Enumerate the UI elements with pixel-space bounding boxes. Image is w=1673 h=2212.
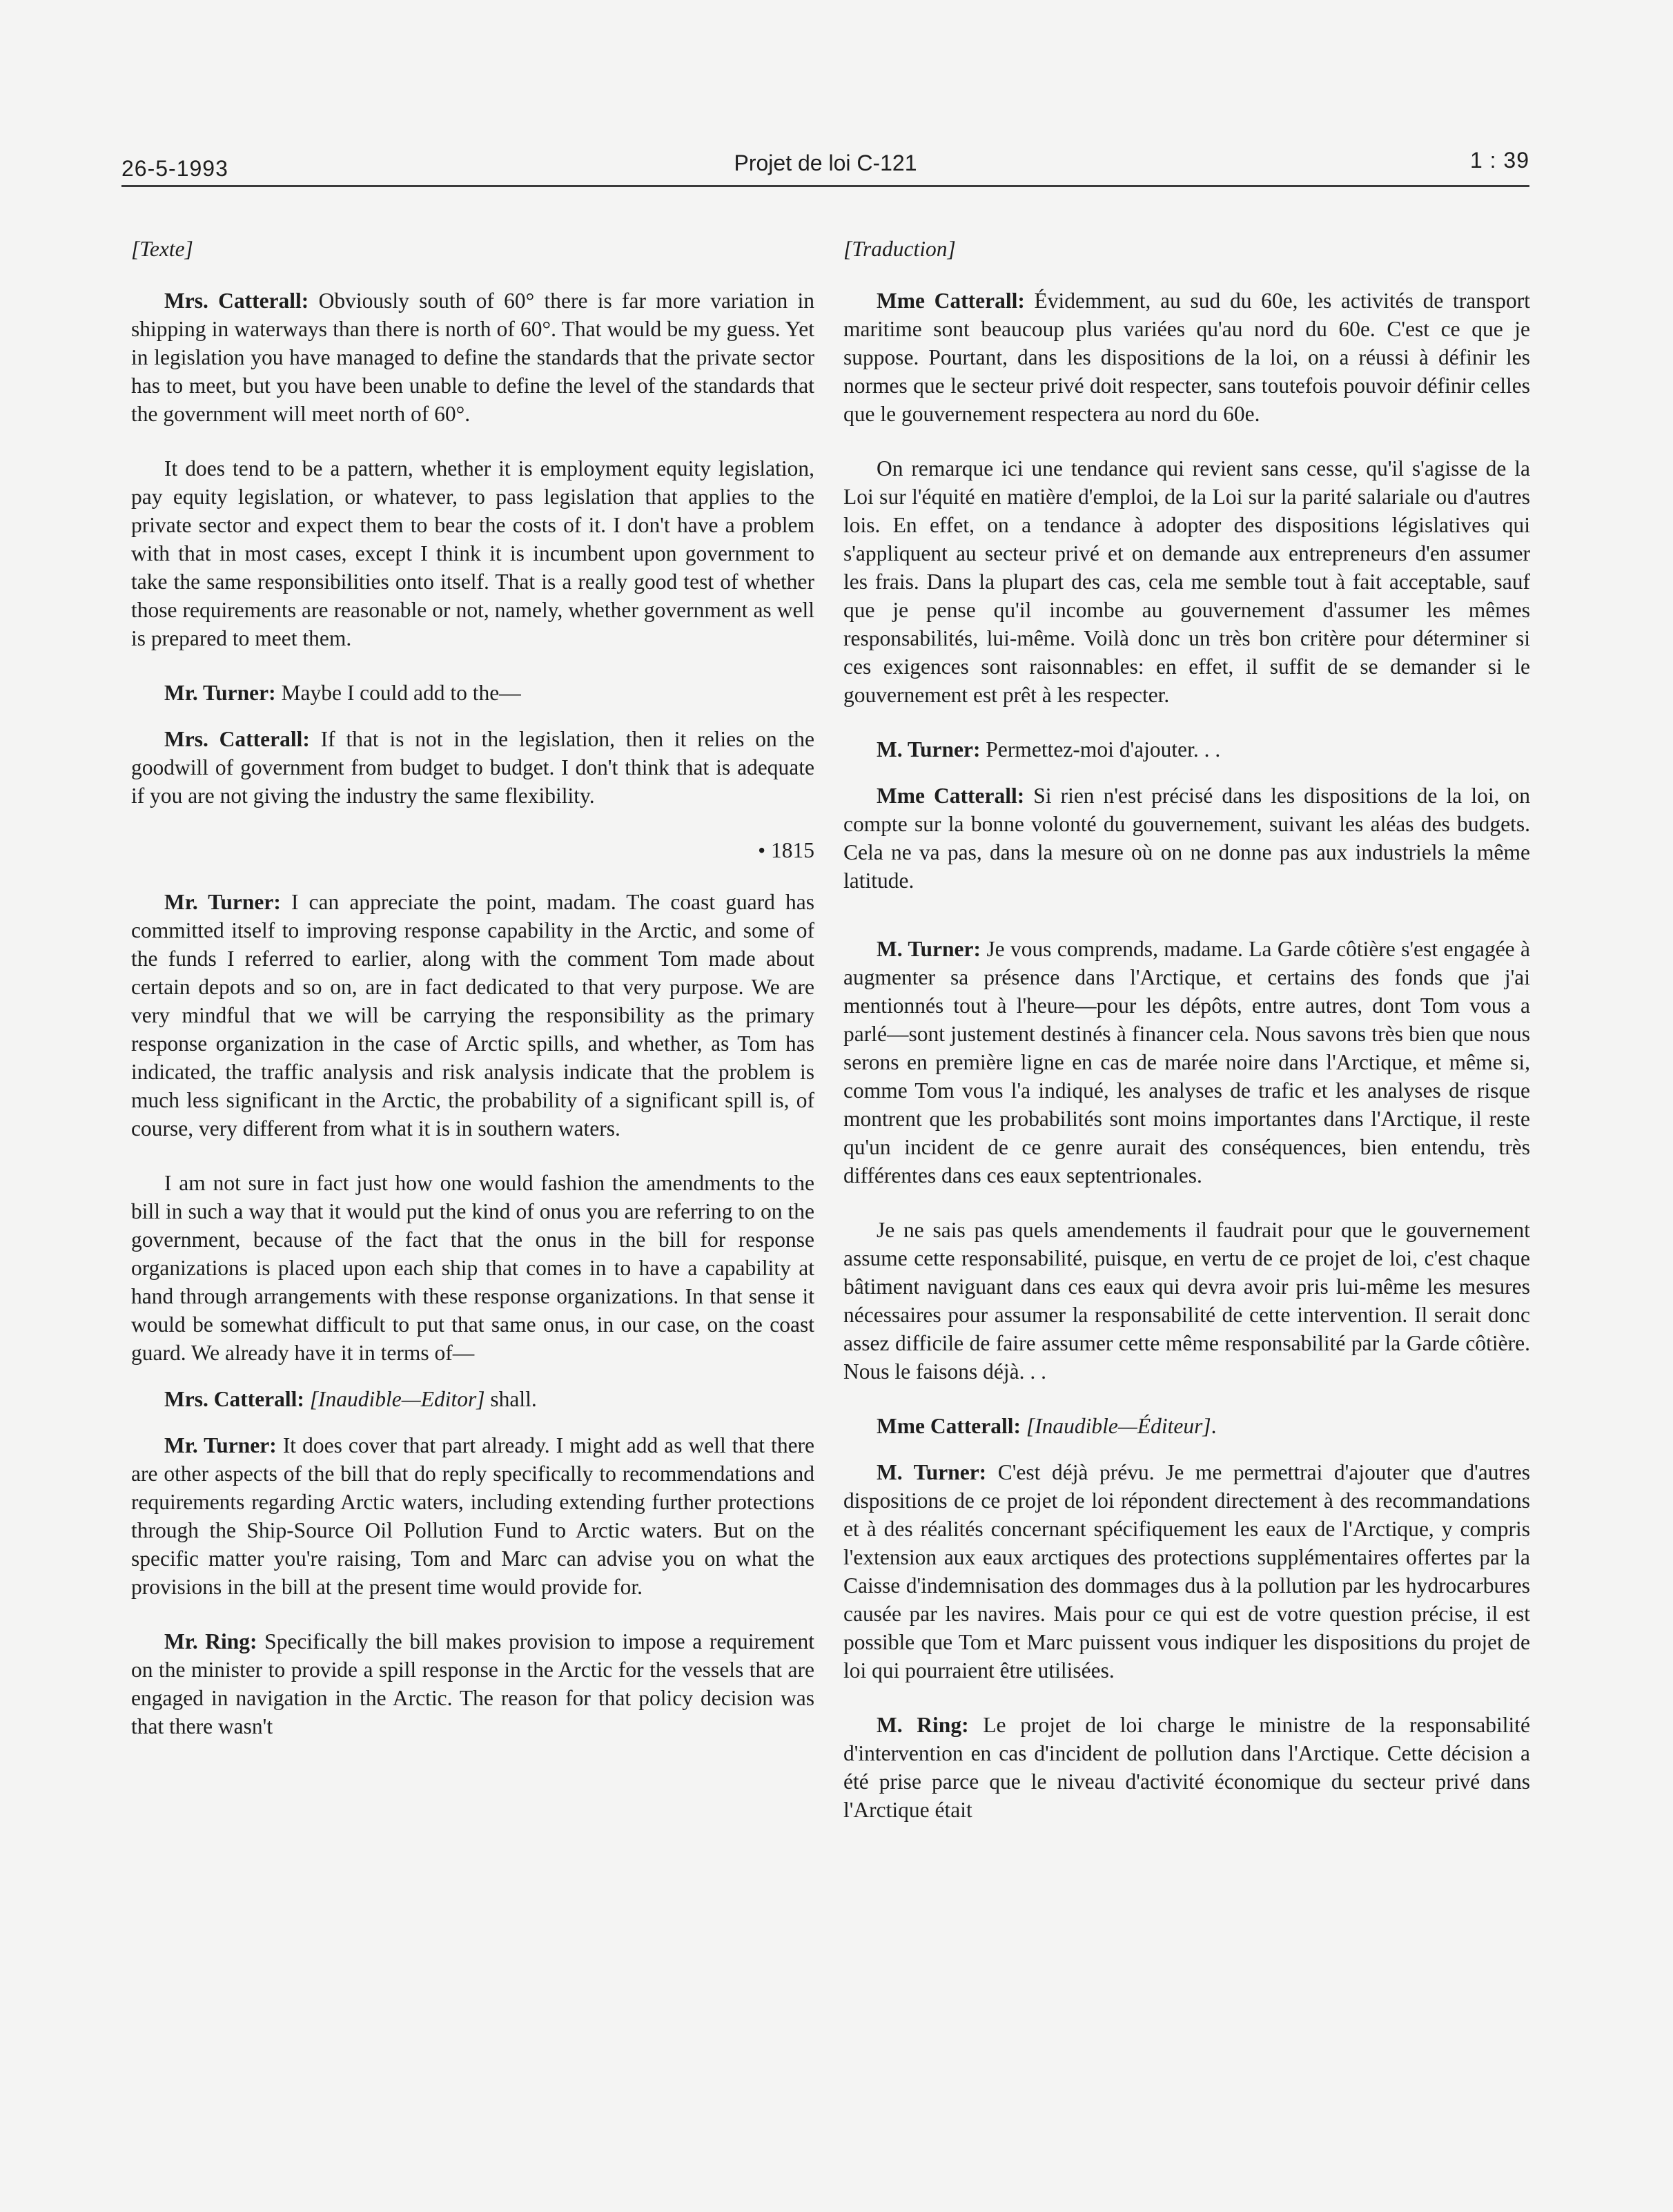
paragraph: M. Ring: Le projet de loi charge le ministre de la responsabilité d'intervention en cas d'incident de pollution dans l'Arctique. Cette décision a été prise parce que le niveau d'activité économique du secteur privé dans l'Arctique était	[843, 1713, 1531, 1822]
speaker-name: Mme Catterall:	[877, 289, 1025, 313]
speaker-name: M. Turner:	[877, 1460, 987, 1484]
paragraph: Mr. Ring: Specifically the bill makes provision to impose a requirement on the minister to provide a spill response in the Arctic for the vessels that are engaged in navigation in the Arctic. The reason for that policy decision was that there wasn't	[131, 1629, 815, 1738]
speaker-name: Mrs. Catterall:	[164, 727, 310, 751]
speaker-name: M. Ring:	[877, 1713, 969, 1737]
page-header	[121, 146, 1529, 187]
paragraph: Mr. Turner: Maybe I could add to the—	[164, 681, 521, 705]
paragraph: Mrs. Catterall: Obviously south of 60° there is far more variation in shipping in waterways than there is north of 60°. That would be my guess. Yet in legislation you have managed to define the standards that the private sector has to meet, but you have been unable to define the level of the standards that the government will meet north of 60°.	[131, 289, 815, 426]
speaker-name: Mrs. Catterall:	[164, 1387, 304, 1411]
paragraph: Mme Catterall: [Inaudible—Éditeur].	[877, 1414, 1217, 1438]
paragraph: Mrs. Catterall: [Inaudible—Editor] shall.	[164, 1387, 537, 1411]
paragraph: It does tend to be a pattern, whether it is employment equity legislation, pay equity legislation, or whatever, to pass legislation that applies to the private sector and expect them to bear the costs of it. I don't have a problem with that in most cases, except I think it is incumbent upon government to take the same responsibilities onto itself. That is a really good test of whether those requirements are reasonable or not, namely, whether government as well is prepared to meet them.	[131, 456, 814, 650]
paragraph: Mrs. Catterall: If that is not in the legislation, then it relies on the goodwill of government from budget to budget. I don't think that is adequate if you are not giving the industry the same flexibility.	[131, 727, 815, 808]
paragraph: Mme Catterall: Si rien n'est précisé dans les dispositions de la loi, on compte sur la bonne volonté du gouvernement, suivant les aléas des budgets. Cela ne va pas, dans la mesure où on ne donne pas aux industriels la même latitude.	[843, 784, 1531, 893]
speaker-name: Mr. Ring:	[164, 1629, 257, 1653]
page-number: 1 : 39	[1469, 148, 1529, 173]
speaker-name: Mr. Turner:	[164, 681, 276, 705]
speaker-name: Mrs. Catterall:	[164, 289, 309, 313]
language-tag: [Texte]	[131, 237, 193, 261]
paragraph: M. Turner: Je vous comprends, madame. La Garde côtière s'est engagée à augmenter sa présence dans l'Arctique, et certains des fonds que j'ai mentionnés tout à l'heure—pour les dépôts, entre autres, dont Tom vous a parlé—sont justement destinés à financer cela. Nous savons très bien que nous serons en première ligne en cas de marée noire dans l'Arctique, et même si, comme Tom vous l'a indiqué, les analyses de trafic et les analyses de risque montrent que les probabilités sont moins importantes dans l'Arctique, il reste qu'un incident de ce genre aurait des conséquences, bien entendu, très différentes dans ces eaux septentrionales.	[843, 937, 1530, 1187]
editorial-note: [Inaudible—Éditeur]	[1026, 1414, 1211, 1438]
english-column	[131, 235, 814, 1767]
bill-title: Projet de loi C-121	[734, 151, 917, 175]
paragraph: On remarque ici une tendance qui revient sans cesse, qu'il s'agisse de la Loi sur l'équité en matière d'emploi, de la Loi sur la parité salariale ou d'autres lois. En effet, on a tendance à adopter des dispositions législatives qui s'appliquent au secteur privé et on demande aux entrepreneurs d'en assumer les frais. Dans la plupart des cas, cela me semble tout à fait acceptable, sauf que je pense qu'il incombe au gouvernement d'assumer les mêmes responsabilités, lui-même. Voilà donc un très bon critère pour déterminer si ces exigences sont raisonnables: en effet, il suffit de se demander si le gouvernement est prêt à les respecter.	[843, 456, 1530, 707]
french-column	[843, 235, 1530, 1850]
paragraph: M. Turner: Permettez-moi d'ajouter. . .	[877, 737, 1221, 761]
editorial-note: [Inaudible—Editor]	[309, 1387, 485, 1411]
paragraph: Mr. Turner: It does cover that part already. I might add as well that there are other aspects of the bill that do reply specifically to recommendations and requirements regarding Arctic waters, including extending further protections through the Ship-Source Oil Pollution Fund to Arctic waters. But on the specific matter you're raising, Tom and Marc can advise you on what the provisions in the bill at the present time would provide for.	[131, 1433, 815, 1599]
paragraph: I am not sure in fact just how one would fashion the amendments to the bill in such a way that it would put the kind of onus you are referring to on the government, because of the fact that the onus in the bill for response organizations is placed upon each ship that comes in to have a capability at hand through arrangements with these response organizations. In that sense it would be somewhat difficult to put that same onus, in our case, on the coast guard. We already have it in terms of—	[131, 1171, 814, 1365]
paragraph: M. Turner: C'est déjà prévu. Je me permettrai d'ajouter que d'autres dispositions de ce projet de loi répondent directement à des recommandations et à des réalités concernant spécifiquement les eaux de l'Arctique, y compris l'extension aux eaux arctiques des protections supplémentaires offertes par la Caisse d'indemnisation des dommages dus à la pollution par les hydrocarbures causée par les navires. Mais pour ce qui est de votre question précise, il est possible que Tom et Marc puissent vous indiquer les dispositions du projet de loi qui pourraient être utilisées.	[843, 1460, 1530, 1682]
speaker-name: Mme Catterall:	[877, 1414, 1021, 1438]
speaker-name: Mme Catterall:	[877, 784, 1025, 808]
language-tag: [Traduction]	[843, 237, 956, 261]
sitting-date: 26-5-1993	[121, 156, 228, 181]
speaker-name: M. Turner:	[877, 937, 981, 961]
speaker-name: Mr. Turner:	[164, 890, 281, 914]
paragraph: Mr. Turner: I can appreciate the point, madam. The coast guard has committed itself to improving response capability in the Arctic, and some of the funds I referred to earlier, along with the comment Tom made about certain depots and so on, are in fact dedicated to that very purpose. We are very mindful that we will be carrying the responsibility as the primary response organization in the case of Arctic spills, and whether, as Tom has indicated, the traffic analysis and risk analysis indicate that the problem is much less significant in the Arctic, the probability of a significant spill is, of course, very different from what it is in southern waters.	[131, 890, 815, 1141]
time-marker: • 1815	[758, 838, 814, 862]
speaker-name: M. Turner:	[877, 737, 981, 761]
paragraph: Mme Catterall: Évidemment, au sud du 60e, les activités de transport maritime sont beaucoup plus variées qu'au nord du 60e. C'est ce que je suppose. Pourtant, dans les dispositions de la loi, on a réussi à définir les normes que le secteur privé doit respecter, sans toutefois pouvoir définir celles que le gouvernement respectera au nord du 60e.	[843, 289, 1530, 426]
speaker-name: Mr. Turner:	[164, 1433, 277, 1457]
paragraph: Je ne sais pas quels amendements il faudrait pour que le gouvernement assume cette responsabilité, puisque, en vertu de ce projet de loi, c'est chaque bâtiment naviguant dans ces eaux qui devra avoir pris lui-même les mesures nécessaires pour assumer la responsabilité de cette intervention. Il serait donc assez difficile de faire assumer cette même responsabilité par la Garde côtière. Nous le faisons déjà. . .	[843, 1218, 1530, 1384]
